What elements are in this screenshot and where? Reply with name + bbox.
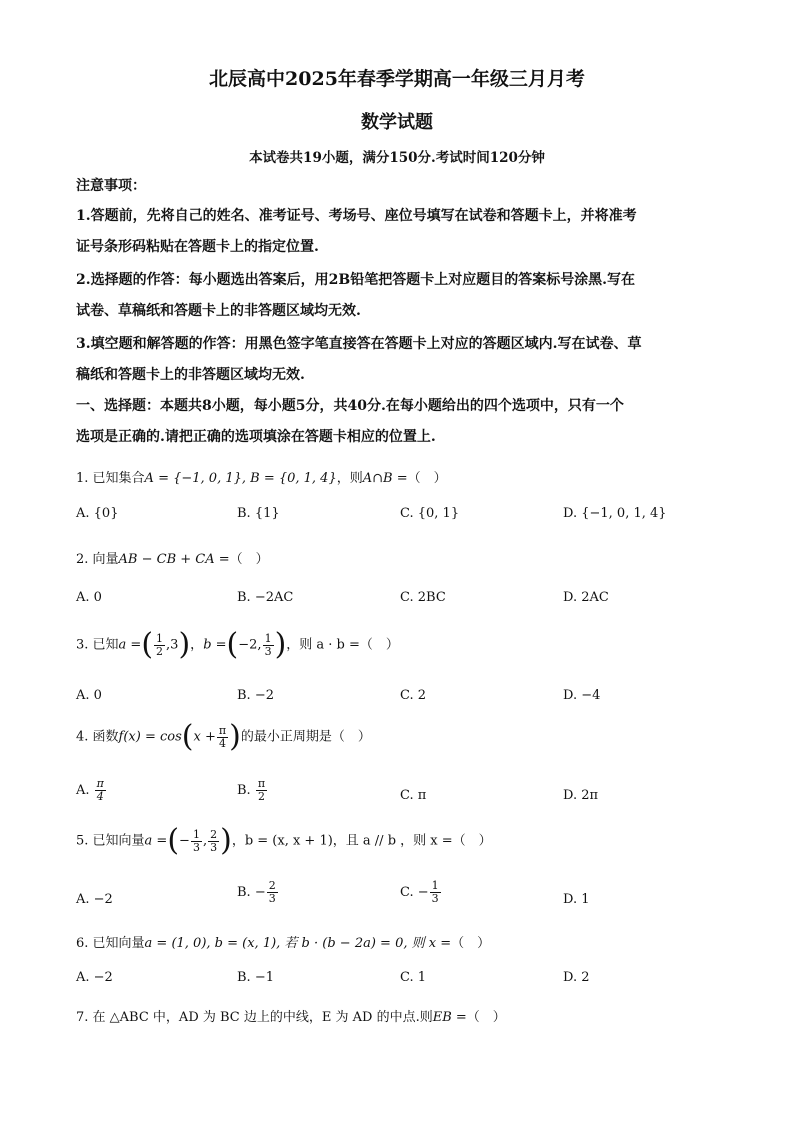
q1-option-c: C. {0, 1} (400, 506, 460, 521)
question-1: 1. 已知集合A = {−1, 0, 1}, B = {0, 1, 4}，则A∩B =（ ） (76, 471, 447, 486)
q2-option-d: D. 2AC (563, 590, 609, 605)
note-2-line-1: 2.选择题的作答：每小题选出答案后，用2B铅笔把答题卡上对应题目的答案标号涂黑.写在 (76, 272, 636, 288)
question-3: 3. 已知a =( $\frac{1}{2}$ ,3)，b =(−2, $\frac{1}{3}$ )，则 a · b =（ ） (76, 627, 399, 662)
q5-option-d: D. 1 (563, 892, 590, 907)
q4-option-c: C. π (400, 788, 427, 803)
q2-option-c: C. 2BC (400, 590, 446, 605)
q3-option-b: B. −2 (237, 688, 274, 703)
exam-title: 北辰高中2025年春季学期高一年级三月月考 (209, 68, 585, 90)
q4-option-d: D. 2π (563, 788, 599, 803)
q3-option-d: D. −4 (563, 688, 601, 703)
q6-option-a: A. −2 (76, 970, 113, 985)
q6-option-d: D. 2 (563, 970, 590, 985)
q3-option-a: A. 0 (76, 688, 102, 703)
q3-option-c: C. 2 (400, 688, 427, 703)
note-3-line-1: 3.填空题和解答题的作答：用黑色签字笔直接答在答题卡上对应的答题区域内.写在试卷、草 (76, 336, 642, 352)
exam-info: 本试卷共19小题，满分150分.考试时间120分钟 (249, 150, 545, 166)
q1-option-b: B. {1} (237, 506, 280, 521)
subject-title: 数学试题 (361, 112, 433, 133)
section-1-line-2: 选项是正确的.请把正确的选项填涂在答题卡相应的位置上. (76, 429, 436, 445)
question-7: 7. 在 △ABC 中，AD 为 BC 边上的中线，E 为 AD 的中点.则EB =（ ） (76, 1010, 506, 1025)
note-3-line-2: 稿纸和答题卡上的非答题区域均无效. (76, 367, 305, 383)
q6-option-c: C. 1 (400, 970, 427, 985)
question-6: 6. 已知向量a = (1, 0), b = (x, 1), 若 b · (b − 2a) = 0, 则 x =（ ） (76, 936, 491, 951)
q5-option-b: B. − $\frac{2}{3}$ (237, 879, 276, 905)
q1-option-a: A. {0} (76, 506, 119, 521)
q5-option-a: A. −2 (76, 892, 113, 907)
q1-option-d: D. {−1, 0, 1, 4} (563, 506, 667, 521)
question-2: 2. 向量AB − CB + CA =（ ） (76, 552, 269, 567)
q4-option-a: A. $\frac{\pi}{4}$ (76, 777, 104, 803)
q4-option-b: B. $\frac{\pi}{2}$ (237, 777, 266, 803)
q2-option-a: A. 0 (76, 590, 102, 605)
q5-option-c: C. − $\frac{1}{3}$ (400, 879, 439, 905)
section-1-line-1: 一、选择题：本题共8小题，每小题5分，共40分.在每小题给出的四个选项中，只有一个 (76, 398, 624, 414)
q6-option-b: B. −1 (237, 970, 274, 985)
note-2-line-2: 试卷、草稿纸和答题卡上的非答题区域均无效. (76, 303, 361, 319)
question-5: 5. 已知向量a =(− $\frac{1}{3}$ , $\frac{2}{3}$ )，b = (x, x + 1)，且 a // b ，则 x =（ ） (76, 823, 492, 858)
question-4: 4. 函数f(x) = cos(x + $\frac{\pi}{4}$ )的最小正周期是（ ） (76, 719, 371, 754)
notes-heading: 注意事项： (76, 178, 146, 194)
note-1-line-2: 证号条形码粘贴在答题卡上的指定位置. (76, 239, 319, 255)
note-1-line-1: 1.答题前，先将自己的姓名、准考证号、考场号、座位号填写在试卷和答题卡上，并将准考 (76, 208, 637, 224)
q2-option-b: B. −2AC (237, 590, 294, 605)
